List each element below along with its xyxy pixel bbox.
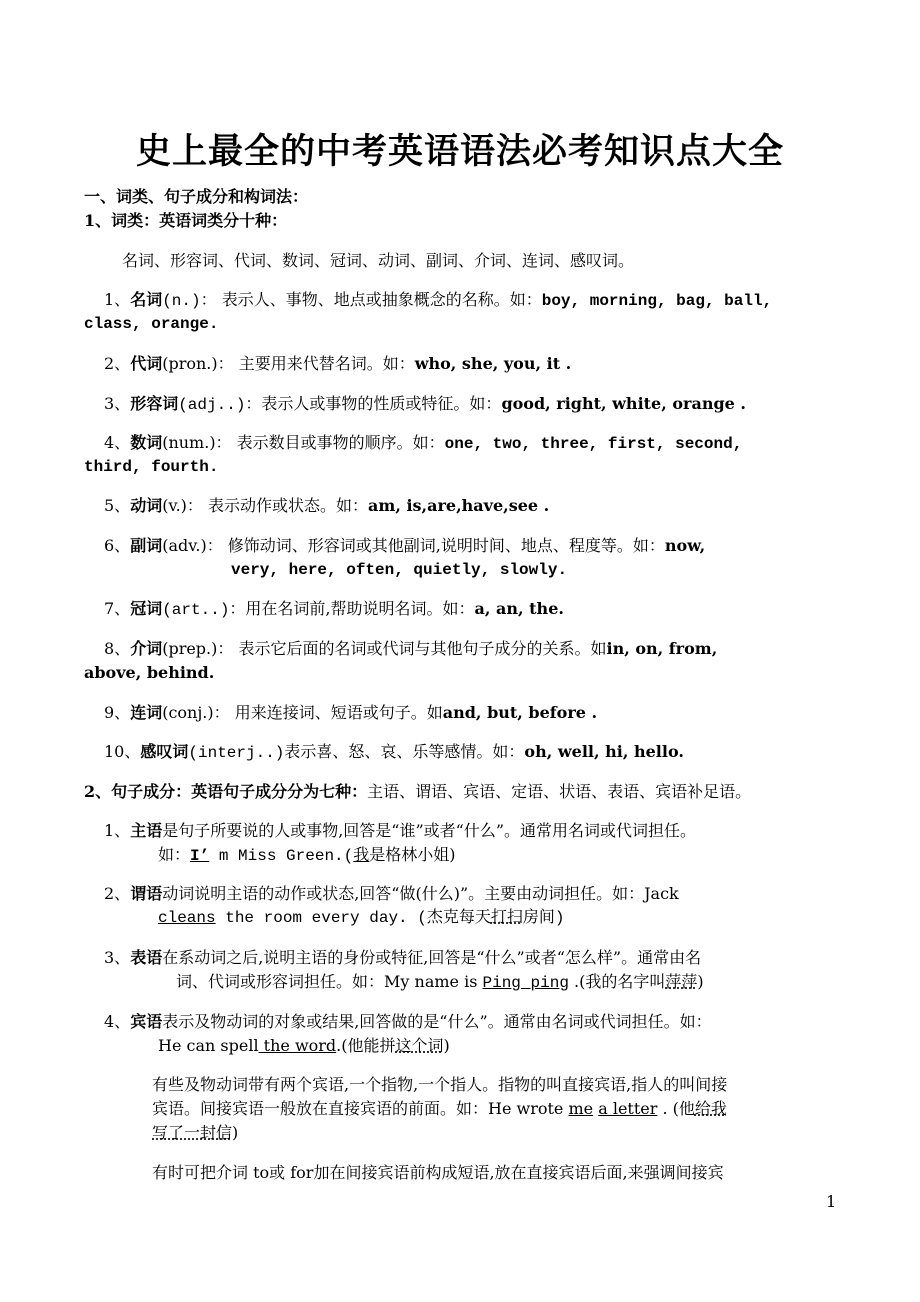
component-item: 2、谓语动词说明主语的动作或状态,回答“做(什么)”。主要由动词担任。如：Jack [104, 884, 679, 903]
list-item-continuation: very, here, often, quietly, slowly. [231, 561, 568, 579]
list-item: 3、形容词(adj..)：表示人或事物的性质或特征。如：good, right, white, orange . [104, 394, 746, 414]
section-heading-1: 一、词类、句子成分和构词法： [84, 187, 309, 206]
list-item-continuation: above, behind. [84, 663, 215, 682]
component-item: 4、宾语表示及物动词的对象或结果,回答做的是“什么”。通常由名词或代词担任。如： [104, 1012, 712, 1031]
section-heading-sentence-components: 2、句子成分：英语句子成分分为七种：主语、谓语、宾语、定语、状语、表语、宾语补足语。 [84, 782, 752, 801]
list-item: 2、代词(pron.)： 主要用来代替名词。如：who, she, you, it . [104, 354, 572, 373]
word-classes-overview: 名词、形容词、代词、数词、冠词、动词、副词、介词、连词、感叹词。 [122, 251, 635, 270]
component-example: He can spell the word.(他能拼这个词) [158, 1036, 450, 1055]
list-item: 10、感叹词(interj..)表示喜、怒、哀、乐等感情。如：oh, well, hi, hello. [104, 742, 684, 762]
paragraph-double-object-line2: 宾语。间接宾语一般放在直接宾语的前面。如：He wrote me a letter . (他给我 [152, 1099, 727, 1118]
list-item: 4、数词(num.)： 表示数目或事物的顺序。如：one, two, three, first, second, [104, 433, 743, 453]
page-title: 史上最全的中考英语语法必考知识点大全 [135, 132, 784, 172]
list-item: 8、介词(prep.)： 表示它后面的名词或代词与其他句子成分的关系。如in, on, from, [104, 639, 718, 658]
list-item: 7、冠词(art..)：用在名词前,帮助说明名词。如：a, an, the. [104, 599, 564, 619]
list-item-continuation: third, fourth. [84, 458, 219, 476]
component-item: 1、主语是句子所要说的人或事物,回答是“谁”或者“什么”。通常用名词或代词担任。 [104, 821, 697, 840]
list-item: 6、副词(adv.)： 修饰动词、形容词或其他副词,说明时间、地点、程度等。如：now, [104, 536, 706, 555]
page-number: 1 [826, 1192, 837, 1211]
paragraph-prepositional: 有时可把介词 to或 for加在间接宾语前构成短语,放在直接宾语后面,来强调间接宾 [152, 1163, 724, 1182]
subsection-heading-word-classes: 1、词类：英语词类分十种： [84, 211, 288, 230]
paragraph-double-object: 有些及物动词带有两个宾语,一个指物,一个指人。指物的叫直接宾语,指人的叫间接 [152, 1075, 728, 1094]
list-item: 5、动词(v.)： 表示动作或状态。如：am, is,are,have,see . [104, 496, 550, 515]
component-example: 如：I’ m Miss Green.(我是格林小姐) [158, 845, 456, 865]
list-item: 9、连词(conj.)： 用来连接词、短语或句子。如and, but, before . [104, 703, 598, 722]
list-item-continuation: class, orange. [84, 315, 219, 333]
component-example: 词、代词或形容词担任。如：My name is Ping ping .(我的名字叫萍萍) [176, 972, 704, 992]
component-example: cleans the room every day. (杰克每天打扫房间) [158, 909, 565, 927]
list-item: 1、名词(n.)： 表示人、事物、地点或抽象概念的名称。如：boy, morning, bag, ball, [104, 290, 773, 310]
component-item: 3、表语在系动词之后,说明主语的身份或特征,回答是“什么”或者“怎么样”。通常由名 [104, 948, 702, 967]
paragraph-double-object-line3: 写了一封信) [152, 1123, 239, 1142]
